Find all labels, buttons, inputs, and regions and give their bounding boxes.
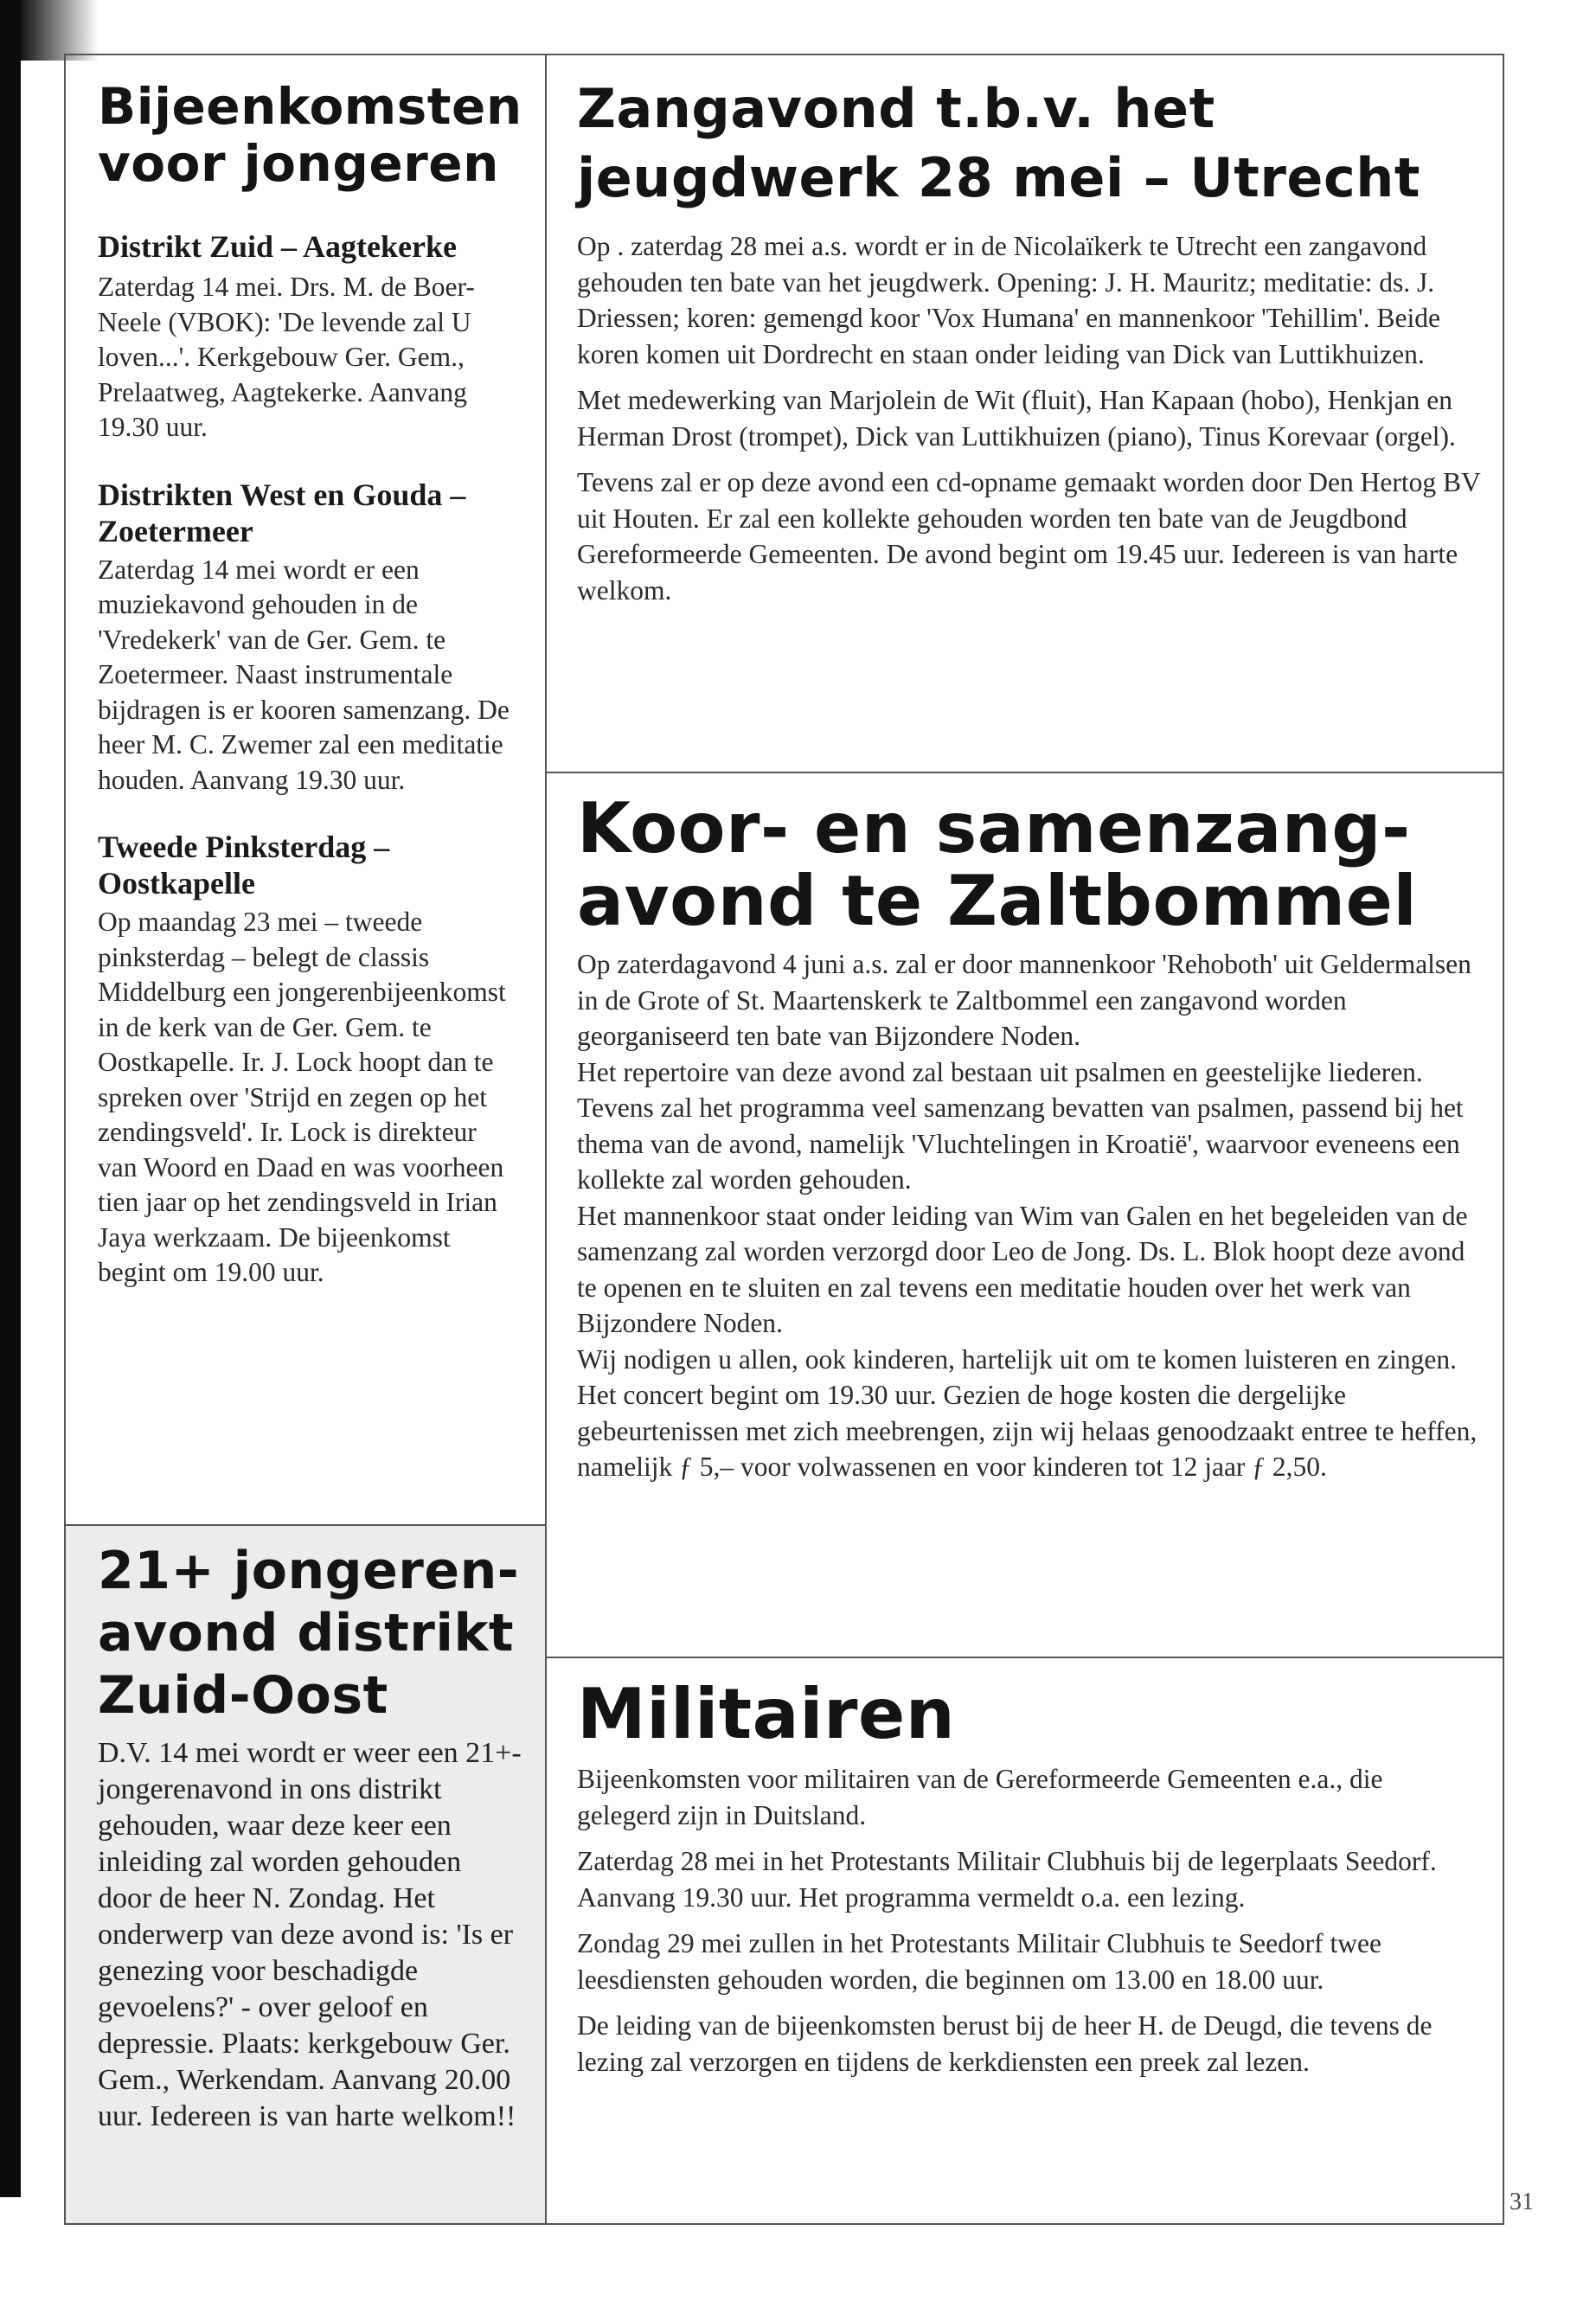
article-paragraph: Op . zaterdag 28 mei a.s. wordt er in de Nicolaïkerk te Utrecht een zangavond gehouden ten bate van het jeugdwerk. Opening: J. H. Mauritz; meditatie: ds. J. Driessen; koren: gemengd koor 'Vox Humana' en mannenkoor 'Tehillim'. Beide koren komen uit Dordrecht en staan onder leiding van Dick van Luttikhuizen. xyxy=(577,231,1440,369)
article-divider-2 xyxy=(547,1657,1503,1658)
article-paragraph: Bijeenkomsten voor militairen van de Gereformeerde Gemeenten e.a., die gelegerd zijn in Duitsland. xyxy=(577,1764,1383,1830)
page-scan-shadow xyxy=(21,0,99,61)
page-number: 31 xyxy=(1509,2189,1534,2215)
section-aagtekerke xyxy=(98,228,522,445)
article-utrecht xyxy=(577,74,1481,608)
section-text: Zaterdag 14 mei wordt er een muziekavond gehouden in de 'Vredekerk' van de Ger. Gem. te Zoetermeer. Naast instrumentale bijdragen is er kooren samenzang. De heer M. C. Zwemer zal een meditatie houden. Aanvang 19.30 uur. xyxy=(98,554,510,795)
article-title: Koor- en samenzang-avond te Zaltbommel xyxy=(577,788,1418,941)
section-heading: Distrikt Zuid – Aagtekerke xyxy=(98,229,458,264)
column-divider xyxy=(545,54,547,2225)
article-paragraph: Tevens zal er op deze avond een cd-opname gemaakt worden door Den Hertog BV uit Houten. Er zal een kollekte gehouden worden ten bate van de Jeugdbond Gereformeerde Gemeenten. De avond begint om 19.45 uur. Iedereen is van harte welkom. xyxy=(577,467,1481,606)
article-militairen xyxy=(577,1674,1481,2080)
article-paragraph: Met medewerking van Marjolein de Wit (fluit), Han Kapaan (hobo), Henkjan en Herman Drost (trompet), Dick van Luttikhuizen (piano), Tinus Korevaar (orgel). xyxy=(577,385,1456,452)
section-text: Op maandag 23 mei – tweede pinksterdag – belegt de classis Middelburg een jongerenbijeenkomst in de kerk van de Ger. Gem. te Oostkapelle. Ir. J. Lock hoopt dan te spreken over 'Strijd en zegen op het zendingsveld'. Ir. Lock is direkteur van Woord en Daad en was voorheen tien jaar op het zendingsveld in Irian Jaya werkzaam. De bijeenkomst begint om 19.00 uur. xyxy=(98,907,506,1287)
column-title: Bijeenkomsten voor jongeren xyxy=(98,77,522,193)
youth-meetings-column xyxy=(98,78,522,1291)
article-paragraph: De leiding van de bijeenkomsten berust bij de heer H. de Deugd, die tevens de lezing zal verzorgen en tijdens de kerkdiensten een preek zal lezen. xyxy=(577,2010,1433,2077)
page-spine-edge xyxy=(0,0,21,2197)
article-zaltbommel xyxy=(577,788,1481,1485)
article-title: Zangavond t.b.v. het jeugdwerk 28 mei – Utrecht xyxy=(577,77,1420,209)
article-paragraph: Zondag 29 mei zullen in het Protestants Militair Clubhuis te Seedorf twee leesdiensten gehouden worden, die beginnen om 13.00 en 18.00 uur. xyxy=(577,1928,1381,1995)
section-zoetermeer xyxy=(98,477,522,798)
box-title: 21+ jongeren-avond distrikt Zuid-Oost xyxy=(98,1541,520,1726)
article-paragraph: Wij nodigen u allen, ook kinderen, hartelijk uit om te komen luisteren en zingen. Het concert begint om 19.30 uur. Gezien de hoge kosten die dergelijke gebeurtenissen met zich meebrengen, zijn wij helaas genoodzaakt entree te heffen, namelijk ƒ 5,– voor volwassenen en voor kinderen tot 12 jaar ƒ 2,50. xyxy=(577,1343,1477,1482)
box-text: D.V. 14 mei wordt er weer een 21+-jongerenavond in ons distrikt gehouden, waar deze keer een inleiding zal worden gehouden door de heer N. Zondag. Het onderwerp van deze avond is: 'Is er genezing voor beschadigde gevoelens?' - over geloof en depressie. Plaats: kerkgebouw Ger. Gem., Werkendam. Aanvang 20.00 uur. Iedereen is van harte welkom!! xyxy=(98,1737,522,2132)
section-heading: Tweede Pinksterdag – Oostkapelle xyxy=(98,830,390,901)
section-oostkapelle xyxy=(98,829,522,1291)
article-divider-1 xyxy=(547,772,1503,773)
article-title: Militairen xyxy=(577,1674,956,1754)
article-paragraph: Op zaterdagavond 4 juni a.s. zal er door mannenkoor 'Rehoboth' uit Geldermalsen in de Grote of St. Maartenskerk te Zaltbommel een zangavond worden georganiseerd ten bate van Bijzondere Noden. xyxy=(577,949,1471,1051)
section-heading: Distrikten West en Gouda – Zoetermeer xyxy=(98,477,466,548)
article-paragraph: Het repertoire van deze avond zal bestaan uit psalmen en geestelijke liederen. Tevens zal het programma veel samenzang bevatten van psalmen, passend bij het thema van de avond, namelijk 'Vluchtelingen in Kroatië', waarvoor eveneens een kollekte zal worden gehouden. xyxy=(577,1056,1464,1195)
article-paragraph: Zaterdag 28 mei in het Protestants Militair Clubhuis bij de legerplaats Seedorf. Aanvang 19.30 uur. Het programma vermeldt o.a. een lezing. xyxy=(577,1846,1437,1913)
left-box-divider xyxy=(66,1524,545,1526)
section-text: Zaterdag 14 mei. Drs. M. de Boer-Neele (VBOK): 'De levende zal U loven...'. Kerkgebouw Ger. Gem., Prelaatweg, Aagtekerke. Aanvang 19.30 uur. xyxy=(98,272,475,442)
article-paragraph: Het mannenkoor staat onder leiding van Wim van Galen en het begeleiden van de samenzang zal worden verzorgd door Leo de Jong. Ds. L. Blok hoopt deze avond te openen en te sluiten en zal tevens een meditatie houden over het werk van Bijzondere Noden. xyxy=(577,1200,1468,1338)
twentyone-plus-box xyxy=(98,1540,522,2135)
